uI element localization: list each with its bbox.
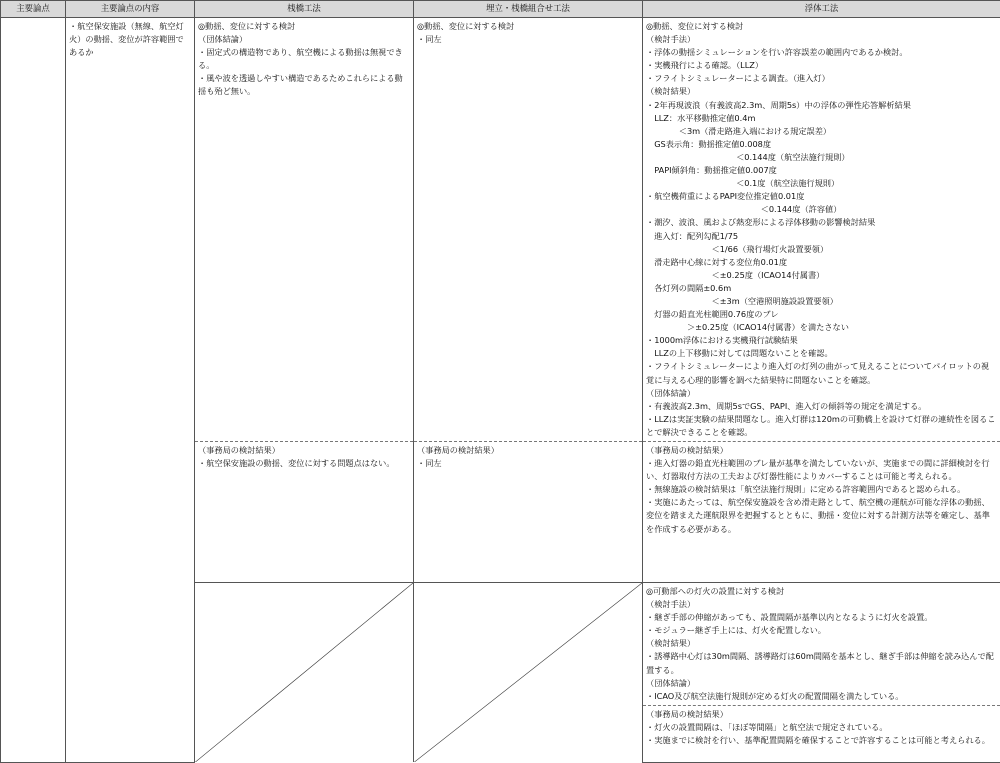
- sanbashi-not-applicable-cell: [195, 583, 414, 763]
- text-line: （事務局の検討結果）: [646, 444, 997, 457]
- futai-lighting-study-cell: [643, 583, 1000, 706]
- text-line: ＜1/66（飛行場灯火設置要領）: [646, 243, 997, 256]
- text-line: （事務局の検討結果）: [646, 708, 997, 721]
- text-line: （事務局の検討結果）: [417, 444, 639, 457]
- text-line: ＜0.144度（航空法施行規則）: [646, 151, 997, 164]
- text-line: （検討結果）: [646, 85, 997, 98]
- text-line: ・航空保安施設の動揺、変位に対する問題点はない。: [198, 457, 410, 470]
- text-line: ＜3m（滑走路進入端における規定誤差）: [646, 125, 997, 138]
- diagonal-strike: [414, 583, 642, 762]
- text-line: ＜0.144度（許容値）: [646, 203, 997, 216]
- text-line: ・実施までに検討を行い、基準配置間隔を確保することで許容することは可能と考えられる。: [646, 734, 997, 747]
- text-line: ・フライトシミュレーターによる調査。（進入灯）: [646, 72, 997, 85]
- header-point-content: 主要論点の内容: [66, 1, 195, 18]
- text-line: （検討結果）: [646, 637, 997, 650]
- text-line: ・フライトシミュレーターにより進入灯の灯列の曲がって見えることについてパイロットの視覚に与える心理的影響を調べた結果特に問題ないことを確認。: [646, 360, 997, 386]
- point-content-text: ・航空保安施設（無線、航空灯火）の動揺、変位が許容範囲であるか: [69, 20, 191, 59]
- text-line: （事務局の検討結果）: [198, 444, 410, 457]
- text-line: 進入灯：配列勾配1/75: [646, 230, 997, 243]
- text-line: ・同左: [417, 457, 639, 470]
- header-sanbashi: 桟橋工法: [195, 1, 414, 18]
- text-line: ＜0.1度（航空法施行規則）: [646, 177, 997, 190]
- text-line: ◎動揺、変位に対する検討: [417, 20, 639, 33]
- table-row: [1, 18, 1000, 442]
- text-line: ・灯火の設置間隔は、「ほぼ等間隔」と航空法で規定されている。: [646, 721, 997, 734]
- text-line: （団体結論）: [646, 677, 997, 690]
- text-line: ・ICAO及び航空法施行規則が定める灯火の配置間隔を満たしている。: [646, 690, 997, 703]
- sanbashi-secretariat-cell: [195, 442, 414, 583]
- text-line: ・誘導路中心灯は30m間隔、誘導路灯は60m間隔を基本とし、継ぎ手部は伸縮を読み込んで配置する。: [646, 650, 997, 676]
- header-row: [1, 1, 1000, 18]
- text-line: ・2年再現波浪（有義波高2.3m、周期5s）中の浮体の弾性応答解析結果: [646, 99, 997, 112]
- umetate-not-applicable-cell: [414, 583, 643, 763]
- text-line: ・有義波高2.3m、周期5sでGS、PAPI、進入灯の傾斜等の規定を満足する。: [646, 400, 997, 413]
- text-line: ・1000m浮体における実機飛行試験結果: [646, 334, 997, 347]
- text-line: （団体結論）: [198, 33, 410, 46]
- text-line: ・実機飛行による確認。（LLZ）: [646, 59, 997, 72]
- text-line: 各灯列の間隔±0.6m: [646, 282, 997, 295]
- text-line: ◎可動部への灯火の設置に対する検討: [646, 585, 997, 598]
- diagonal-strike: [195, 583, 413, 762]
- text-line: ＜±3m（空港照明施設設置要領）: [646, 295, 997, 308]
- header-umetate: 埋立・桟橋組合せ工法: [414, 1, 643, 18]
- futai-lighting-secretariat-cell: [643, 705, 1000, 762]
- text-line: PAPI傾斜角：動揺推定値0.007度: [646, 164, 997, 177]
- text-line: LLZ：水平移動推定値0.4m: [646, 112, 997, 125]
- text-line: ・潮汐、波浪、風および熱変形による浮体移動の影響検討結果: [646, 216, 997, 229]
- text-line: ・継ぎ手部の伸縮があっても、設置間隔が基準以内となるように灯火を設置。: [646, 611, 997, 624]
- text-line: ・浮体の動揺シミュレーションを行い許容誤差の範囲内であるか検討。: [646, 46, 997, 59]
- text-line: ・同左: [417, 33, 639, 46]
- text-line: ・実施にあたっては、航空保安施設を含め滑走路として、航空機の運航が可能な浮体の動揺、変位を踏まえた運航限界を把握するとともに、動揺・変位に対する計測方法等を確定し、基準を作成する必要がある。: [646, 496, 997, 535]
- text-line: ◎動揺、変位に対する検討: [198, 20, 410, 33]
- point-content-cell: [66, 18, 195, 763]
- text-line: （団体結論）: [646, 387, 997, 400]
- text-line: （検討手法）: [646, 598, 997, 611]
- text-line: ・固定式の構造物であり、航空機による動揺は無視できる。: [198, 46, 410, 72]
- text-line: ・航空機荷重によるPAPI変位推定値0.01度: [646, 190, 997, 203]
- text-line: ＞±0.25度（ICAO14付属書）を満たさない: [646, 321, 997, 334]
- text-line: ・風や波を透過しやすい構造であるためこれらによる動揺も殆ど無い。: [198, 72, 410, 98]
- header-futai: 浮体工法: [643, 1, 1000, 18]
- text-line: ・モジュラー継ぎ手上には、灯火を配置しない。: [646, 624, 997, 637]
- futai-study-cell: [643, 18, 1000, 442]
- umetate-study-cell: [414, 18, 643, 442]
- main-point-cell: [1, 18, 66, 763]
- header-main-point: 主要論点: [1, 1, 66, 18]
- text-line: 滑走路中心線に対する変位角0.01度: [646, 256, 997, 269]
- sanbashi-study-cell: [195, 18, 414, 442]
- text-line: ・LLZは実証実験の結果問題なし。進入灯群は120mの可動橋上を設けて灯群の連続性を図ることで解決できることを確認。: [646, 413, 997, 439]
- text-line: ＜±0.25度（ICAO14付属書）: [646, 269, 997, 282]
- text-line: ・無線施設の検討結果は「航空法施行規則」に定める許容範囲内であると認められる。: [646, 483, 997, 496]
- text-line: ・進入灯器の鉛直光柱範囲のブレ量が基準を満たしていないが、実施までの間に詳細検討を行い、灯器取付方法の工夫および灯器性能によりカバーすることは可能と考えられる。: [646, 457, 997, 483]
- umetate-secretariat-cell: [414, 442, 643, 583]
- text-line: （検討手法）: [646, 33, 997, 46]
- text-line: GS表示角：動揺推定値0.008度: [646, 138, 997, 151]
- text-line: ◎動揺、変位に対する検討: [646, 20, 997, 33]
- text-line: 灯器の鉛直光柱範囲0.76度のブレ: [646, 308, 997, 321]
- futai-secretariat-cell: [643, 442, 1000, 583]
- text-line: LLZの上下移動に対しては問題ないことを確認。: [646, 347, 997, 360]
